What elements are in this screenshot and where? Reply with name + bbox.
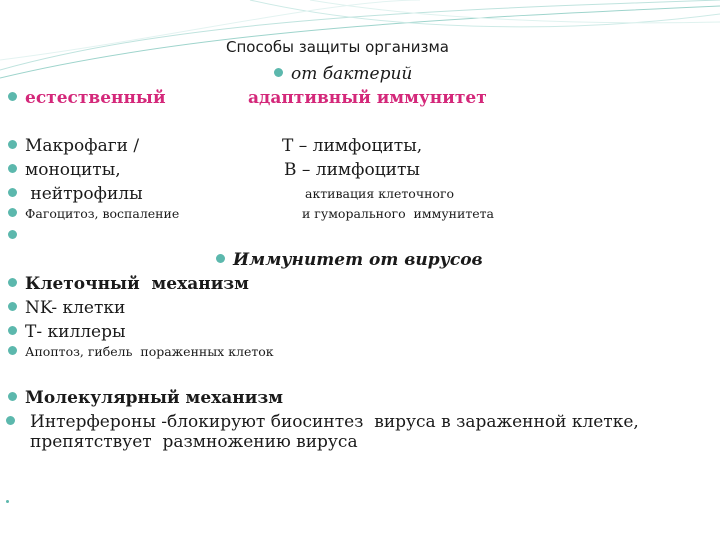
- bullet-icon: [8, 188, 17, 197]
- left-item-text: Фагоцитоз, воспаление: [25, 206, 180, 221]
- right-item: Т – лимфоциты,: [282, 136, 423, 156]
- list-item: [8, 300, 125, 317]
- bullet-icon: [8, 346, 17, 355]
- molecular-heading-text: Молекулярный механизм: [25, 388, 283, 408]
- list-item: [8, 186, 143, 203]
- list-item: [8, 324, 126, 341]
- subtitle: [274, 66, 412, 83]
- left-item-text: моноциты,: [25, 160, 121, 180]
- molecular-paragraph: [30, 412, 690, 452]
- small-bullet-icon: [6, 500, 9, 503]
- bullet-icon: [8, 92, 17, 101]
- subtitle-text: от бактерий: [291, 64, 413, 84]
- left-item-text: Макрофаги /: [25, 136, 140, 156]
- bullet-icon: [8, 278, 17, 287]
- virus-heading: [216, 252, 483, 269]
- empty-list-item: [8, 230, 25, 243]
- adaptive-heading: адаптивный иммунитет: [248, 88, 487, 108]
- bullet-icon: [216, 254, 225, 263]
- virus-heading-text: Иммунитет от вирусов: [233, 250, 483, 270]
- bullet-icon: [8, 326, 17, 335]
- cellular-item-text: Апоптоз, гибель пораженных клеток: [25, 344, 274, 359]
- cellular-heading-text: Клеточный механизм: [25, 274, 249, 294]
- bullet-icon: [8, 140, 17, 149]
- cellular-item-text: NK- клетки: [25, 298, 126, 318]
- slide-title: Способы защиты организма: [226, 38, 449, 56]
- right-item: и гуморального иммунитета: [302, 206, 495, 221]
- right-item: В – лимфоциты: [284, 160, 420, 180]
- bullet-icon: [8, 208, 17, 217]
- right-item: активация клеточного: [305, 186, 455, 201]
- list-item: [8, 208, 179, 221]
- left-item-text: нейтрофилы: [25, 184, 143, 204]
- natural-heading: [8, 90, 166, 107]
- cellular-item-text: Т- киллеры: [25, 322, 126, 342]
- list-item: [8, 162, 121, 179]
- natural-text: естественный: [25, 88, 166, 108]
- molecular-text: Интерфероны -блокируют биосинтез вируса в зараженной клетке, препятствует размножению вируса: [30, 412, 645, 452]
- bullet-icon: [6, 416, 15, 425]
- cellular-heading: [8, 276, 249, 293]
- list-item: [8, 346, 274, 359]
- bullet-icon: [8, 302, 17, 311]
- bullet-icon: [274, 68, 283, 77]
- bullet-icon: [8, 392, 17, 401]
- bullet-icon: [8, 164, 17, 173]
- bullet-icon: [8, 230, 17, 239]
- list-item: [8, 138, 139, 155]
- molecular-heading: [8, 390, 283, 407]
